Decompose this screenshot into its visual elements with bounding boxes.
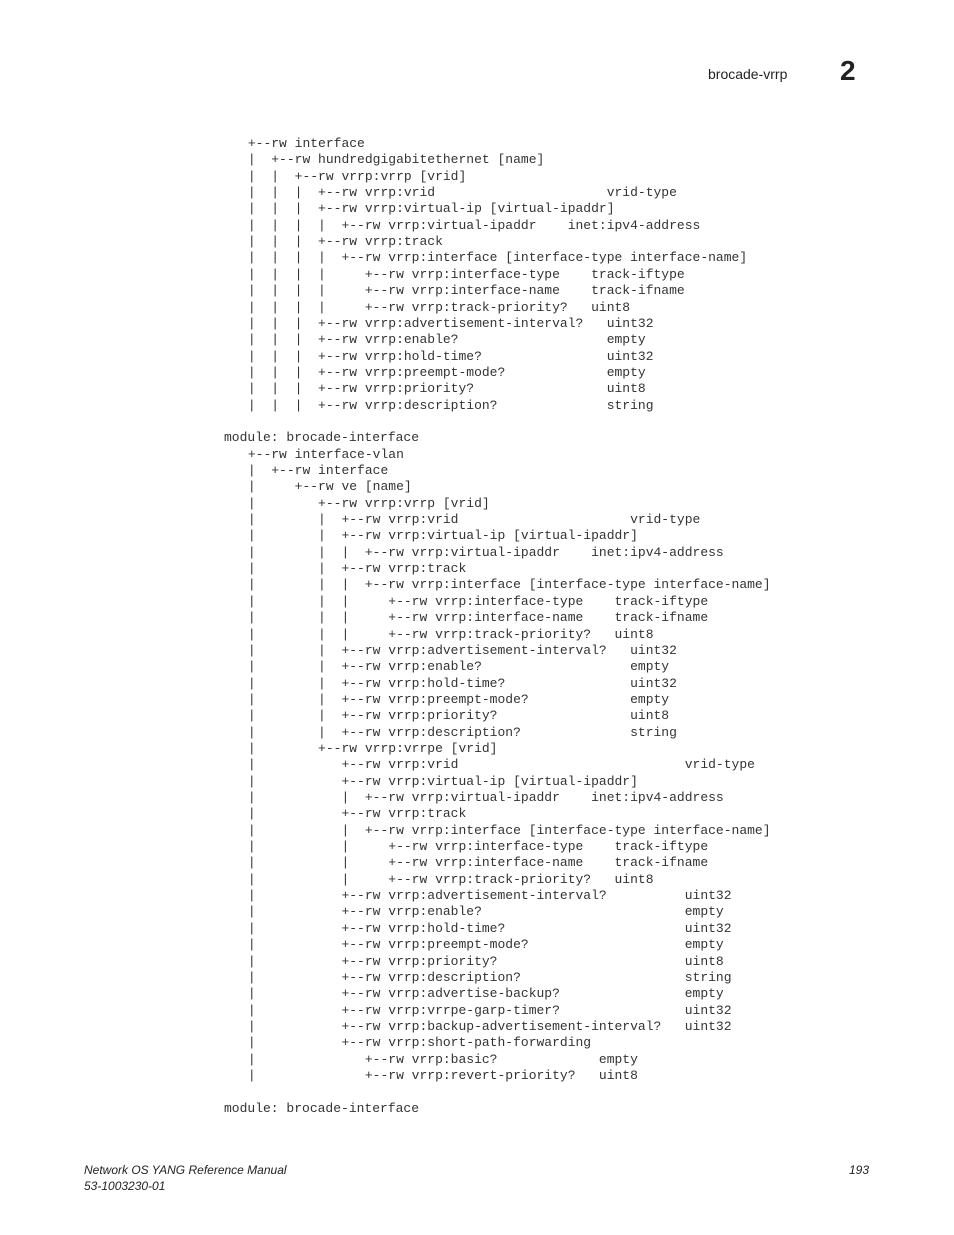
code-line: | | | +--rw vrrp:enable? empty (247, 332, 646, 348)
code-line: | +--rw interface (247, 463, 389, 478)
code-line: | +--rw vrrp:enable? empty (247, 904, 724, 920)
code-line: | | | +--rw vrrp:track (247, 234, 443, 250)
code-line: | | | +--rw vrrp:virtual-ipaddr inet:ipv4-address (247, 544, 724, 560)
code-line: | | | +--rw vrrp:priority? uint8 (247, 381, 646, 397)
code-line: | +--rw vrrp:vrrpe [vrid] (247, 740, 498, 756)
running-header-title: brocade-vrrp (708, 66, 788, 82)
code-line: | +--rw vrrp:preempt-mode? empty (247, 937, 724, 953)
footer-page-number: 193 (849, 1163, 870, 1177)
code-line: | | | +--rw vrrp:vrid vrid-type (247, 185, 677, 201)
code-line: module: brocade-interface (224, 1100, 420, 1116)
code-line: | | +--rw vrrp:interface-type track-iftype (247, 839, 709, 855)
code-line: | +--rw vrrp:advertisement-interval? uint32 (247, 888, 732, 904)
code-line: | | +--rw vrrp:interface-name track-ifname (247, 855, 709, 871)
code-line: | | +--rw vrrp:priority? uint8 (247, 708, 670, 724)
code-line: | | +--rw vrrp:track-priority? uint8 (247, 871, 654, 887)
code-line: | | +--rw vrrp:preempt-mode? empty (247, 691, 670, 707)
code-line: | | | +--rw vrrp:advertisement-interval? uint32 (247, 315, 654, 331)
code-line: | | | +--rw vrrp:interface-name track-ifname (247, 610, 709, 626)
code-line: | | +--rw vrrp:description? string (247, 724, 677, 740)
code-line: | | | | +--rw vrrp:interface-name track-ifname (247, 283, 685, 299)
code-line: | | | +--rw vrrp:hold-time? uint32 (247, 348, 654, 364)
code-line: | +--rw vrrp:track (247, 806, 467, 822)
code-line: | +--rw vrrp:priority? uint8 (247, 953, 724, 969)
code-line: module: brocade-interface (224, 430, 420, 446)
code-line: | | +--rw vrrp:track (247, 561, 467, 577)
code-line: | | +--rw vrrp:vrid vrid-type (247, 512, 701, 528)
footer-left (84, 1162, 287, 1194)
code-line: | | | +--rw vrrp:description? string (247, 397, 654, 413)
code-line: | +--rw ve [name] (247, 479, 412, 495)
code-line: | +--rw vrrp:advertise-backup? empty (247, 986, 724, 1002)
code-line: | +--rw vrrp:vrid vrid-type (247, 757, 755, 773)
code-line: | | | +--rw vrrp:interface [interface-type interface-name] (247, 577, 771, 593)
code-line: | | +--rw vrrp:enable? empty (247, 659, 670, 675)
code-line: | | | +--rw vrrp:track-priority? uint8 (247, 626, 654, 642)
footer-doc-number: 53-1003230-01 (84, 1179, 166, 1193)
code-line: | | +--rw vrrp:hold-time? uint32 (247, 675, 677, 691)
code-line: | | | +--rw vrrp:virtual-ip [virtual-ipaddr] (247, 201, 615, 217)
code-line: | | | | +--rw vrrp:interface [interface-type interface-name] (247, 250, 748, 266)
code-line: | | +--rw vrrp:virtual-ipaddr inet:ipv4-address (247, 790, 724, 805)
code-line: | | +--rw vrrp:advertisement-interval? uint32 (247, 642, 677, 658)
code-line: | +--rw vrrp:description? string (247, 969, 732, 985)
code-line: | +--rw vrrp:revert-priority? uint8 (247, 1067, 638, 1083)
chapter-number: 2 (840, 55, 856, 86)
code-line: | | | | +--rw vrrp:track-priority? uint8 (247, 299, 631, 315)
code-line: | +--rw hundredgigabitethernet [name] (247, 152, 545, 168)
code-line: | | +--rw vrrp:virtual-ip [virtual-ipaddr] (247, 528, 638, 544)
code-line: | | +--rw vrrp:interface [interface-type interface-name] (247, 822, 771, 838)
code-line: | +--rw vrrp:virtual-ip [virtual-ipaddr] (247, 773, 638, 789)
code-line: | | +--rw vrrp:vrrp [vrid] (247, 168, 467, 184)
code-line: | +--rw vrrp:short-path-forwarding (247, 1035, 592, 1051)
code-line: +--rw interface-vlan (247, 446, 404, 462)
code-line: | +--rw vrrp:vrrp [vrid] (247, 495, 490, 511)
code-line: | | | | +--rw vrrp:virtual-ipaddr inet:ipv4-address (247, 217, 701, 233)
code-line: | | | +--rw vrrp:interface-type track-iftype (247, 593, 709, 609)
code-line: | | | +--rw vrrp:preempt-mode? empty (247, 364, 646, 380)
code-line: | +--rw vrrp:backup-advertisement-interval? uint32 (247, 1018, 732, 1034)
code-line: | +--rw vrrp:basic? empty (247, 1051, 638, 1067)
code-line: | | | | +--rw vrrp:interface-type track-iftype (247, 266, 685, 282)
code-line: +--rw interface (247, 136, 365, 151)
code-line: | +--rw vrrp:vrrpe-garp-timer? uint32 (247, 1002, 732, 1018)
footer-manual-title: Network OS YANG Reference Manual (84, 1163, 287, 1177)
code-line: | +--rw vrrp:hold-time? uint32 (247, 920, 732, 936)
